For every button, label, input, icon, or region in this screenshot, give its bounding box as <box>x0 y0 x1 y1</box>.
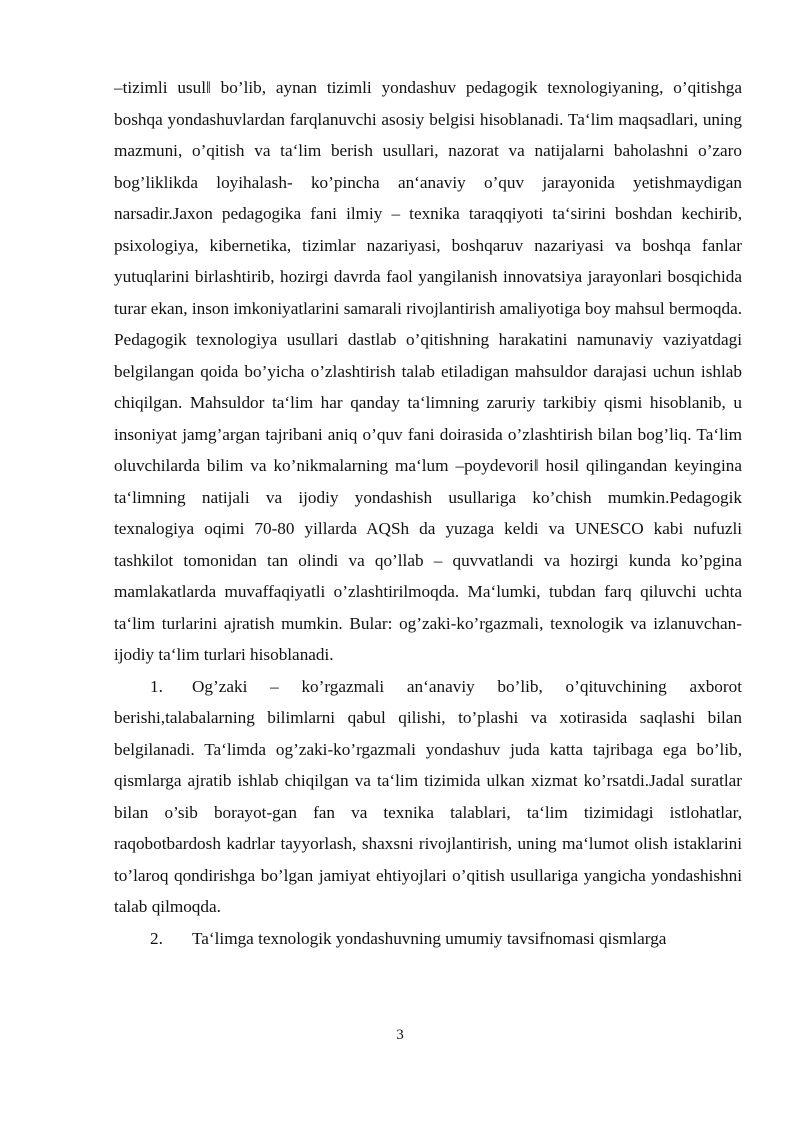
paragraph: –tizimli usul‖ bo’lib, aynan tizimli yondashuv pedagogik texnologiyaning, o’qitishga boshqa yondashuvlardan farqlanuvchi asosiy belgisi hisoblanadi. Ta‘lim maqsadlari, uning mazmuni, o’qitish va ta‘lim berish usullari, nazorat va natijalarni baholashni o’zaro bog’liklikda loyihalash- ko’pincha an‘anaviy o’quv jarayonida yetishmaydigan narsadir.Jaxon pedagogika fani ilmiy – texnika taraqqiyoti ta‘sirini boshdan kechirib, psixologiya, kibernetika, tizimlar nazariyasi, boshqaruv nazariyasi va boshqa fanlar yutuqlarini birlashtirib, hozirgi davrda faol yangilanish innovatsiya jarayonlari bosqichida turar ekan, inson imkoniyatlarini samarali rivojlantirish amaliyotiga boy mahsul bermoqda. Pedagogik texnologiya usullari dastlab o’qitishning harakatini namunaviy vaziyatdagi belgilangan qoida bo’yicha o’zlashtirish talab etiladigan mahsuldor darajasi uchun ishlab chiqilgan. Mahsuldor ta‘lim har qanday ta‘limning zaruriy tarkibiy qismi hisoblanib, u insoniyat jamg’argan tajribani aniq o’quv fani doirasida o’zlashtirish bilan bog’liq. Ta‘lim oluvchilarda bilim va ko’nikmalarning ma‘lum –poydevori‖ hosil qilingandan keyingina ta‘limning natijali va ijodiy yondashish usullariga ko’chish mumkin.Pedagogik texnalogiya oqimi 70-80 yillarda AQSh da yuzaga keldi va UNESCO kabi nufuzli tashkilot tomonidan tan olindi va qo’llab – quvvatlandi va hozirgi kunda ko’pgina mamlakatlarda muvaffaqiyatli o’zlashtirilmoqda. Ma‘lumki, tubdan farq qiluvchi uchta ta‘lim turlarini ajratish mumkin. Bular: og’zaki-ko’rgazmali, texnologik va izlanuvchan-ijodiy ta‘lim turlari hisoblanadi. <box>114 78 742 664</box>
list-item-text: Ta‘limga texnologik yondashuvning umumiy tavsifnomasi qismlarga <box>192 928 667 948</box>
list-item-2 <box>114 923 742 955</box>
list-item-text: Og’zaki – ko’rgazmali an‘anaviy bo’lib, o’qituvchining axborot berishi,talabalarning bilimlarni qabul qilishi, to’plashi va xotirasida saqlashi bilan belgilanadi. Ta‘limda og’zaki-ko’rgazmali yondashuv juda katta tajribaga ega bo’lib, qismlarga ajratib ishlab chiqilgan va ta‘lim tizimida ulkan xizmat ko’rsatdi.Jadal suratlar bilan o’sib borayot-gan fan va texnika talablari, ta‘lim tizimidagi istlohatlar, raqobotbardosh kadrlar tayyorlash, shaxsni rivojlantirish, uning ma‘lumot olish istaklarini to’laroq qondirishga bo’lgan jamiyat ehtiyojlari o’qitish usullariga yangicha yondashishni talab qilmoqda. <box>114 676 742 916</box>
list-number: 1. <box>150 676 163 696</box>
page-number: 3 <box>396 1027 404 1043</box>
body-text <box>114 72 742 954</box>
list-number: 2. <box>150 928 163 948</box>
list-item-1 <box>114 671 742 923</box>
